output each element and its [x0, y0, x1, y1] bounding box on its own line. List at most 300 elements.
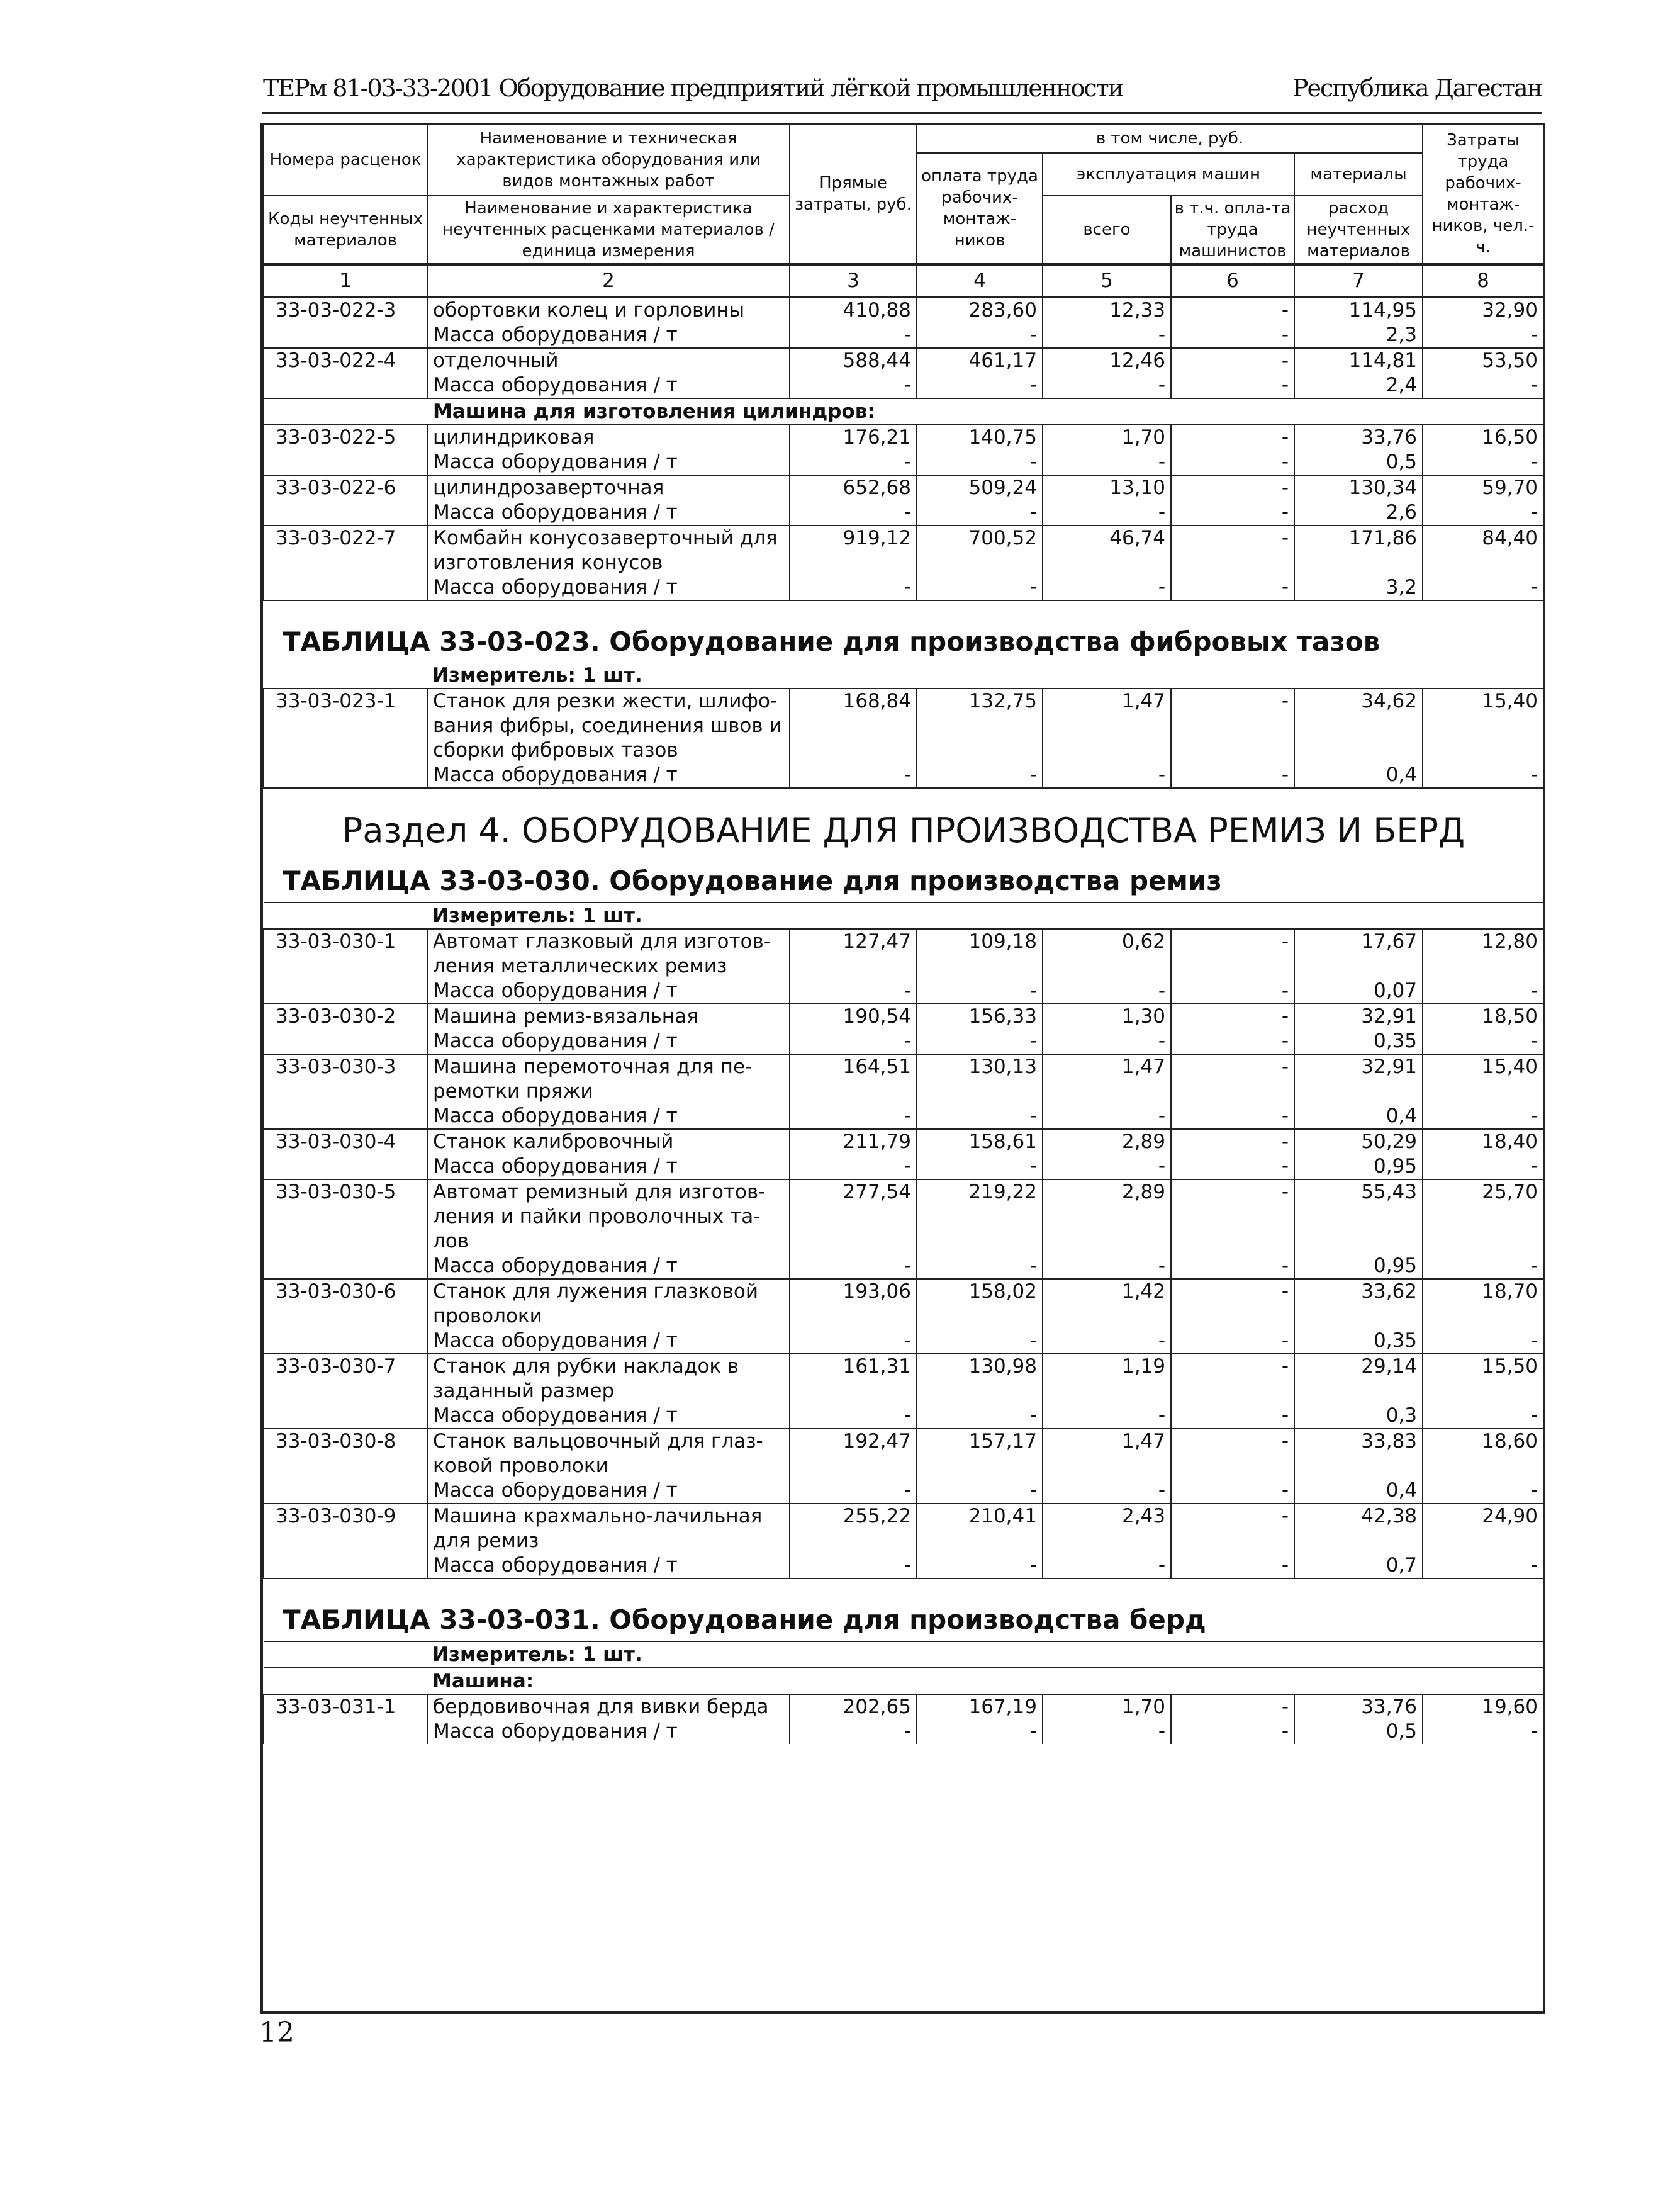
- materials-value: 50,29: [1294, 1129, 1423, 1154]
- page-number: 12: [259, 2017, 294, 2049]
- labor-hours-value: 15,40: [1423, 1054, 1543, 1104]
- work-name: Станок для лужения глазковой проволоки: [427, 1279, 790, 1329]
- mass-machinist-pay-value: -: [1171, 575, 1294, 600]
- direct-cost-value: 255,22: [790, 1504, 917, 1553]
- mass-machine-total-value: -: [1043, 1329, 1171, 1354]
- col-number: 7: [1294, 264, 1423, 296]
- machine-total-value: 1,19: [1043, 1354, 1171, 1404]
- materials-value: 34,62: [1294, 689, 1423, 763]
- mass-direct-cost-value: -: [790, 1329, 917, 1354]
- mass-machinist-pay-value: -: [1171, 1029, 1294, 1054]
- machine-subheading: Машина для изготовления цилиндров:: [264, 398, 1543, 425]
- col-number: 3: [790, 264, 917, 296]
- machinist-pay-value: -: [1171, 929, 1294, 979]
- rows-023: [264, 689, 1543, 788]
- rate-code: 33-03-022-6: [264, 475, 427, 526]
- mass-row: [264, 763, 1543, 788]
- mass-row: [264, 979, 1543, 1004]
- machine-total-value: 12,46: [1043, 348, 1171, 373]
- measure-label: Измеритель: 1 шт.: [432, 664, 642, 687]
- machinist-pay-value: -: [1171, 689, 1294, 763]
- price-row: [264, 1179, 1543, 1254]
- materials-value: 33,76: [1294, 425, 1423, 450]
- col-number: 6: [1171, 264, 1294, 296]
- col4-header: оплата труда рабочих-монтаж-ников: [917, 153, 1043, 264]
- mass-machine-total-value: -: [1043, 575, 1171, 600]
- mass-row: [264, 1254, 1543, 1279]
- direct-cost-value: 190,54: [790, 1004, 917, 1029]
- labor-pay-value: 158,61: [917, 1129, 1043, 1154]
- materials-value: 114,81: [1294, 348, 1423, 373]
- mass-label: Масса оборудования / т: [427, 1329, 790, 1354]
- machine-total-value: 1,30: [1043, 1004, 1171, 1029]
- table-033-03-023-title: ТАБЛИЦА 33-03-023. Оборудование для производства фибровых тазов: [264, 600, 1543, 663]
- col-number: 5: [1043, 264, 1171, 296]
- work-name: Машина перемоточная для пе-ремотки пряжи: [427, 1054, 790, 1104]
- mass-labor-pay-value: -: [917, 1478, 1043, 1504]
- direct-cost-value: 588,44: [790, 348, 917, 373]
- mass-labor-hours-value: -: [1423, 450, 1543, 475]
- price-row: [264, 1054, 1543, 1104]
- mass-label: Масса оборудования / т: [427, 450, 790, 475]
- materials-value: 55,43: [1294, 1179, 1423, 1254]
- mass-direct-cost-value: -: [790, 763, 917, 788]
- mass-labor-pay-value: -: [917, 450, 1043, 475]
- machine-total-value: 0,62: [1043, 929, 1171, 979]
- measure-label: Измеритель: 1 шт.: [264, 903, 1543, 929]
- labor-hours-value: 53,50: [1423, 348, 1543, 373]
- machine-total-value: 2,89: [1043, 1129, 1171, 1154]
- mass-labor-hours-value: -: [1423, 1104, 1543, 1129]
- table-033-03-030-title: ТАБЛИЦА 33-03-030. Оборудование для производства ремиз: [283, 865, 1222, 896]
- col2-header-bottom: Наименование и характеристика неучтенных расценками материалов / единица измерения: [427, 196, 790, 264]
- machine-total-value: 1,70: [1043, 425, 1171, 450]
- document-title: ТЕРм 81-03-33-2001 Оборудование предприятий лёгкой промышленности: [263, 74, 1123, 102]
- rate-code: 33-03-022-7: [264, 526, 427, 600]
- labor-pay-value: 219,22: [917, 1179, 1043, 1254]
- mass-labor-hours-value: -: [1423, 500, 1543, 526]
- mass-labor-pay-value: -: [917, 763, 1043, 788]
- mass-label: Масса оборудования / т: [427, 1029, 790, 1054]
- col6-header: в т.ч. опла-та труда машинистов: [1171, 196, 1294, 264]
- materials-value: 130,34: [1294, 475, 1423, 500]
- mass-label: Масса оборудования / т: [427, 1719, 790, 1744]
- mass-machine-total-value: -: [1043, 1553, 1171, 1578]
- direct-cost-value: 652,68: [790, 475, 917, 500]
- mass-label: Масса оборудования / т: [427, 1254, 790, 1279]
- machinist-pay-value: -: [1171, 348, 1294, 373]
- machinist-pay-value: -: [1171, 1694, 1294, 1719]
- labor-hours-value: 25,70: [1423, 1179, 1543, 1254]
- mass-labor-hours-value: -: [1423, 1404, 1543, 1429]
- labor-hours-value: 18,40: [1423, 1129, 1543, 1154]
- rate-code: 33-03-031-1: [264, 1694, 427, 1744]
- col-number: 1: [264, 264, 427, 296]
- mass-label: Масса оборудования / т: [427, 373, 790, 398]
- mass-direct-cost-value: -: [790, 1553, 917, 1578]
- work-name: цилиндрозаверточная: [427, 475, 790, 500]
- mass-row: [264, 1104, 1543, 1129]
- labor-hours-value: 32,90: [1423, 298, 1543, 323]
- mass-direct-cost-value: -: [790, 1478, 917, 1504]
- rows-030: [264, 929, 1543, 1578]
- mass-labor-pay-value: -: [917, 500, 1043, 526]
- price-row: [264, 689, 1543, 763]
- materials-value: 114,95: [1294, 298, 1423, 323]
- mass-materials-value: 0,4: [1294, 1104, 1423, 1129]
- mass-row: [264, 323, 1543, 348]
- mass-machine-total-value: -: [1043, 1104, 1171, 1129]
- labor-pay-value: 283,60: [917, 298, 1043, 323]
- machine-total-value: 1,42: [1043, 1279, 1171, 1329]
- mass-row: [264, 373, 1543, 398]
- mass-materials-value: 2,4: [1294, 373, 1423, 398]
- mass-machine-total-value: -: [1043, 1029, 1171, 1054]
- labor-pay-value: 132,75: [917, 689, 1043, 763]
- mass-materials-value: 0,7: [1294, 1553, 1423, 1578]
- labor-pay-value: 130,98: [917, 1354, 1043, 1404]
- price-row: [264, 1354, 1543, 1404]
- mass-row: [264, 575, 1543, 600]
- mass-machinist-pay-value: -: [1171, 1254, 1294, 1279]
- materials-value: 42,38: [1294, 1504, 1423, 1553]
- mass-labor-hours-value: -: [1423, 373, 1543, 398]
- rate-code: 33-03-030-9: [264, 1504, 427, 1578]
- mass-label: Масса оборудования / т: [427, 1104, 790, 1129]
- labor-pay-value: 700,52: [917, 526, 1043, 575]
- rate-code: 33-03-030-4: [264, 1129, 427, 1179]
- document-header: [262, 68, 1542, 114]
- direct-cost-value: 919,12: [790, 526, 917, 575]
- machine-total-value: 12,33: [1043, 298, 1171, 323]
- mass-label: Масса оборудования / т: [427, 979, 790, 1004]
- work-name: Станок для резки жести, шлифо-вания фибры, соединения швов и сборки фибровых тазов: [427, 689, 790, 763]
- mass-materials-value: 0,35: [1294, 1329, 1423, 1354]
- labor-hours-value: 59,70: [1423, 475, 1543, 500]
- mass-labor-hours-value: -: [1423, 763, 1543, 788]
- machinist-pay-value: -: [1171, 1129, 1294, 1154]
- work-name: Станок вальцовочный для глаз-ковой проволоки: [427, 1429, 790, 1478]
- mass-direct-cost-value: -: [790, 1254, 917, 1279]
- price-row: [264, 929, 1543, 979]
- labor-hours-value: 16,50: [1423, 425, 1543, 450]
- mass-labor-pay-value: -: [917, 575, 1043, 600]
- col7-header: расход неучтенных материалов: [1294, 196, 1423, 264]
- mass-machine-total-value: -: [1043, 1478, 1171, 1504]
- materials-value: 33,62: [1294, 1279, 1423, 1329]
- table-033-03-031-title: ТАБЛИЦА 33-03-031. Оборудование для производства берд: [264, 1578, 1543, 1641]
- rate-code: 33-03-030-8: [264, 1429, 427, 1504]
- mass-direct-cost-value: -: [790, 575, 917, 600]
- mass-labor-pay-value: -: [917, 1104, 1043, 1129]
- mass-direct-cost-value: -: [790, 1104, 917, 1129]
- machine-total-value: 1,47: [1043, 1429, 1171, 1478]
- machinist-pay-value: -: [1171, 1504, 1294, 1553]
- mass-machinist-pay-value: -: [1171, 1553, 1294, 1578]
- mass-machinist-pay-value: -: [1171, 1329, 1294, 1354]
- price-row: [264, 425, 1543, 450]
- mass-machine-total-value: -: [1043, 1719, 1171, 1744]
- labor-pay-value: 210,41: [917, 1504, 1043, 1553]
- mass-labor-pay-value: -: [917, 323, 1043, 348]
- rows-031: [264, 1694, 1543, 1744]
- mass-row: [264, 1719, 1543, 1744]
- machinist-pay-value: -: [1171, 526, 1294, 575]
- work-name: Автомат ремизный для изготов-ления и пайки проволочных та-лов: [427, 1179, 790, 1254]
- mass-machinist-pay-value: -: [1171, 373, 1294, 398]
- mass-direct-cost-value: -: [790, 1404, 917, 1429]
- price-row: [264, 526, 1543, 575]
- column-header: [263, 123, 1544, 297]
- mass-materials-value: 2,6: [1294, 500, 1423, 526]
- labor-pay-value: 157,17: [917, 1429, 1043, 1478]
- mass-machinist-pay-value: -: [1171, 1154, 1294, 1179]
- mass-machine-total-value: -: [1043, 979, 1171, 1004]
- mass-machinist-pay-value: -: [1171, 450, 1294, 475]
- machinist-pay-value: -: [1171, 475, 1294, 500]
- mass-labor-pay-value: -: [917, 1553, 1043, 1578]
- mass-materials-value: 3,2: [1294, 575, 1423, 600]
- direct-cost-value: 176,21: [790, 425, 917, 450]
- mass-direct-cost-value: -: [790, 1719, 917, 1744]
- rate-code: 33-03-030-1: [264, 929, 427, 1004]
- work-name: Станок для рубки накладок в заданный размер: [427, 1354, 790, 1404]
- price-row: [264, 1004, 1543, 1029]
- rate-code: 33-03-030-6: [264, 1279, 427, 1354]
- direct-cost-value: 277,54: [790, 1179, 917, 1254]
- work-name: Машина ремиз-вязальная: [427, 1004, 790, 1029]
- labor-hours-value: 18,50: [1423, 1004, 1543, 1029]
- price-row: [264, 1279, 1543, 1329]
- mass-machine-total-value: -: [1043, 1254, 1171, 1279]
- labor-pay-value: 156,33: [917, 1004, 1043, 1029]
- mass-row: [264, 500, 1543, 526]
- mass-label: Масса оборудования / т: [427, 1478, 790, 1504]
- price-row: [264, 1694, 1543, 1719]
- mass-label: Масса оборудования / т: [427, 323, 790, 348]
- mass-labor-pay-value: -: [917, 1719, 1043, 1744]
- mass-labor-pay-value: -: [917, 1254, 1043, 1279]
- mass-row: [264, 450, 1543, 475]
- mass-machinist-pay-value: -: [1171, 1719, 1294, 1744]
- materials-value: 32,91: [1294, 1004, 1423, 1029]
- mass-machinist-pay-value: -: [1171, 979, 1294, 1004]
- mass-labor-hours-value: -: [1423, 1553, 1543, 1578]
- machine-subheading: Машина:: [264, 1668, 1543, 1694]
- labor-pay-value: 158,02: [917, 1279, 1043, 1329]
- machinist-pay-value: -: [1171, 1054, 1294, 1104]
- mass-labor-hours-value: -: [1423, 1254, 1543, 1279]
- rate-code: 33-03-022-5: [264, 425, 427, 475]
- labor-hours-value: 15,50: [1423, 1354, 1543, 1404]
- mass-labor-hours-value: -: [1423, 1029, 1543, 1054]
- direct-cost-value: 161,31: [790, 1354, 917, 1404]
- mass-labor-pay-value: -: [917, 1329, 1043, 1354]
- work-name: Машина крахмально-лачильная для ремиз: [427, 1504, 790, 1553]
- machine-total-value: 1,47: [1043, 689, 1171, 763]
- mass-materials-value: 0,4: [1294, 763, 1423, 788]
- rate-code: 33-03-030-5: [264, 1179, 427, 1279]
- mass-row: [264, 1154, 1543, 1179]
- machinist-pay-value: -: [1171, 1279, 1294, 1329]
- mass-machinist-pay-value: -: [1171, 1404, 1294, 1429]
- labor-pay-value: 140,75: [917, 425, 1043, 450]
- work-name: Станок калибровочный: [427, 1129, 790, 1154]
- mass-direct-cost-value: -: [790, 979, 917, 1004]
- direct-cost-value: 168,84: [790, 689, 917, 763]
- mass-materials-value: 0,4: [1294, 1478, 1423, 1504]
- mass-machine-total-value: -: [1043, 323, 1171, 348]
- col2-header-top: Наименование и техническая характеристика оборудования или видов монтажных работ: [427, 124, 790, 196]
- machinist-pay-value: -: [1171, 1179, 1294, 1254]
- labor-pay-value: 461,17: [917, 348, 1043, 373]
- mass-machine-total-value: -: [1043, 1154, 1171, 1179]
- machine-total-value: 1,70: [1043, 1694, 1171, 1719]
- col3-header: Прямые затраты, руб.: [790, 124, 917, 264]
- mass-machine-total-value: -: [1043, 763, 1171, 788]
- direct-cost-value: 202,65: [790, 1694, 917, 1719]
- price-table-sheet: [260, 123, 1545, 2014]
- mass-machinist-pay-value: -: [1171, 323, 1294, 348]
- mass-machinist-pay-value: -: [1171, 763, 1294, 788]
- mass-row: [264, 1404, 1543, 1429]
- rows-022-part1: [264, 298, 1543, 398]
- mass-direct-cost-value: -: [790, 450, 917, 475]
- machinist-pay-value: -: [1171, 1354, 1294, 1404]
- rate-code: 33-03-030-2: [264, 1004, 427, 1054]
- mass-labor-pay-value: -: [917, 979, 1043, 1004]
- mass-materials-value: 0,95: [1294, 1154, 1423, 1179]
- price-row: [264, 1429, 1543, 1478]
- direct-cost-value: 410,88: [790, 298, 917, 323]
- mass-machine-total-value: -: [1043, 450, 1171, 475]
- materials-value: 33,83: [1294, 1429, 1423, 1478]
- mass-labor-hours-value: -: [1423, 1478, 1543, 1504]
- mass-label: Масса оборудования / т: [427, 575, 790, 600]
- mass-labor-hours-value: -: [1423, 1719, 1543, 1744]
- rate-code: 33-03-022-4: [264, 348, 427, 398]
- mass-direct-cost-value: -: [790, 1029, 917, 1054]
- mass-direct-cost-value: -: [790, 373, 917, 398]
- work-name: обортовки колец и горловины: [427, 298, 790, 323]
- work-name: бердовивочная для вивки берда: [427, 1694, 790, 1719]
- mass-machinist-pay-value: -: [1171, 1478, 1294, 1504]
- labor-hours-value: 24,90: [1423, 1504, 1543, 1553]
- mass-labor-pay-value: -: [917, 1404, 1043, 1429]
- rate-code: 33-03-030-3: [264, 1054, 427, 1129]
- rate-code: 33-03-022-3: [264, 298, 427, 348]
- price-row: [264, 1129, 1543, 1154]
- labor-pay-value: 109,18: [917, 929, 1043, 979]
- materials-value: 33,76: [1294, 1694, 1423, 1719]
- direct-cost-value: 164,51: [790, 1054, 917, 1104]
- mass-direct-cost-value: -: [790, 323, 917, 348]
- machinist-pay-value: -: [1171, 1429, 1294, 1478]
- rate-code: 33-03-023-1: [264, 689, 427, 788]
- labor-pay-value: 130,13: [917, 1054, 1043, 1104]
- work-name: цилиндриковая: [427, 425, 790, 450]
- mass-row: [264, 1478, 1543, 1504]
- mass-labor-hours-value: -: [1423, 979, 1543, 1004]
- labor-hours-value: 18,70: [1423, 1279, 1543, 1329]
- including-header: в том числе, руб.: [917, 124, 1423, 153]
- mass-labor-hours-value: -: [1423, 323, 1543, 348]
- mass-row: [264, 1553, 1543, 1578]
- materials-value: 17,67: [1294, 929, 1423, 979]
- labor-hours-value: 84,40: [1423, 526, 1543, 575]
- machine-total-value: 46,74: [1043, 526, 1171, 575]
- materials-header: материалы: [1294, 153, 1423, 196]
- col-number: 8: [1423, 264, 1543, 296]
- mass-machine-total-value: -: [1043, 1404, 1171, 1429]
- direct-cost-value: 192,47: [790, 1429, 917, 1478]
- labor-hours-value: 18,60: [1423, 1429, 1543, 1478]
- rows-022-part2: [264, 425, 1543, 600]
- mass-row: [264, 1029, 1543, 1054]
- work-name: Комбайн конусозаверточный для изготовления конусов: [427, 526, 790, 575]
- mass-materials-value: 0,5: [1294, 1719, 1423, 1744]
- direct-cost-value: 127,47: [790, 929, 917, 979]
- mass-labor-hours-value: -: [1423, 1154, 1543, 1179]
- machinist-pay-value: -: [1171, 298, 1294, 323]
- col8-header: Затраты труда рабочих-монтаж-ников, чел.-ч.: [1423, 124, 1543, 264]
- direct-cost-value: 211,79: [790, 1129, 917, 1154]
- mass-machinist-pay-value: -: [1171, 1104, 1294, 1129]
- mass-materials-value: 0,95: [1294, 1254, 1423, 1279]
- mass-label: Масса оборудования / т: [427, 1404, 790, 1429]
- mass-labor-pay-value: -: [917, 1029, 1043, 1054]
- mass-materials-value: 0,07: [1294, 979, 1423, 1004]
- mass-labor-hours-value: -: [1423, 575, 1543, 600]
- price-row: [264, 475, 1543, 500]
- col-number: 2: [427, 264, 790, 296]
- mass-machine-total-value: -: [1043, 373, 1171, 398]
- price-table-body: [263, 297, 1544, 1744]
- materials-value: 29,14: [1294, 1354, 1423, 1404]
- col-number: 4: [917, 264, 1043, 296]
- machinist-pay-value: -: [1171, 1004, 1294, 1029]
- mass-row: [264, 1329, 1543, 1354]
- mass-labor-pay-value: -: [917, 373, 1043, 398]
- col5-header: всего: [1043, 196, 1171, 264]
- mass-direct-cost-value: -: [790, 500, 917, 526]
- mass-materials-value: 0,3: [1294, 1404, 1423, 1429]
- mass-materials-value: 2,3: [1294, 323, 1423, 348]
- machine-total-value: 1,47: [1043, 1054, 1171, 1104]
- mass-direct-cost-value: -: [790, 1154, 917, 1179]
- mass-label: Масса оборудования / т: [427, 1154, 790, 1179]
- work-name: отделочный: [427, 348, 790, 373]
- rate-code: 33-03-030-7: [264, 1354, 427, 1429]
- machine-operation-header: эксплуатация машин: [1043, 153, 1294, 196]
- machinist-pay-value: -: [1171, 425, 1294, 450]
- price-row: [264, 348, 1543, 373]
- labor-pay-value: 167,19: [917, 1694, 1043, 1719]
- mass-label: Масса оборудования / т: [427, 763, 790, 788]
- measure-label: Измеритель: 1 шт.: [264, 1641, 1543, 1668]
- machine-total-value: 2,89: [1043, 1179, 1171, 1254]
- mass-labor-hours-value: -: [1423, 1329, 1543, 1354]
- direct-cost-value: 193,06: [790, 1279, 917, 1329]
- mass-machinist-pay-value: -: [1171, 500, 1294, 526]
- materials-value: 32,91: [1294, 1054, 1423, 1104]
- price-row: [264, 1504, 1543, 1553]
- work-name: Автомат глазковый для изготов-ления металлических ремиз: [427, 929, 790, 979]
- mass-label: Масса оборудования / т: [427, 500, 790, 526]
- labor-pay-value: 509,24: [917, 475, 1043, 500]
- mass-machine-total-value: -: [1043, 500, 1171, 526]
- materials-value: 171,86: [1294, 526, 1423, 575]
